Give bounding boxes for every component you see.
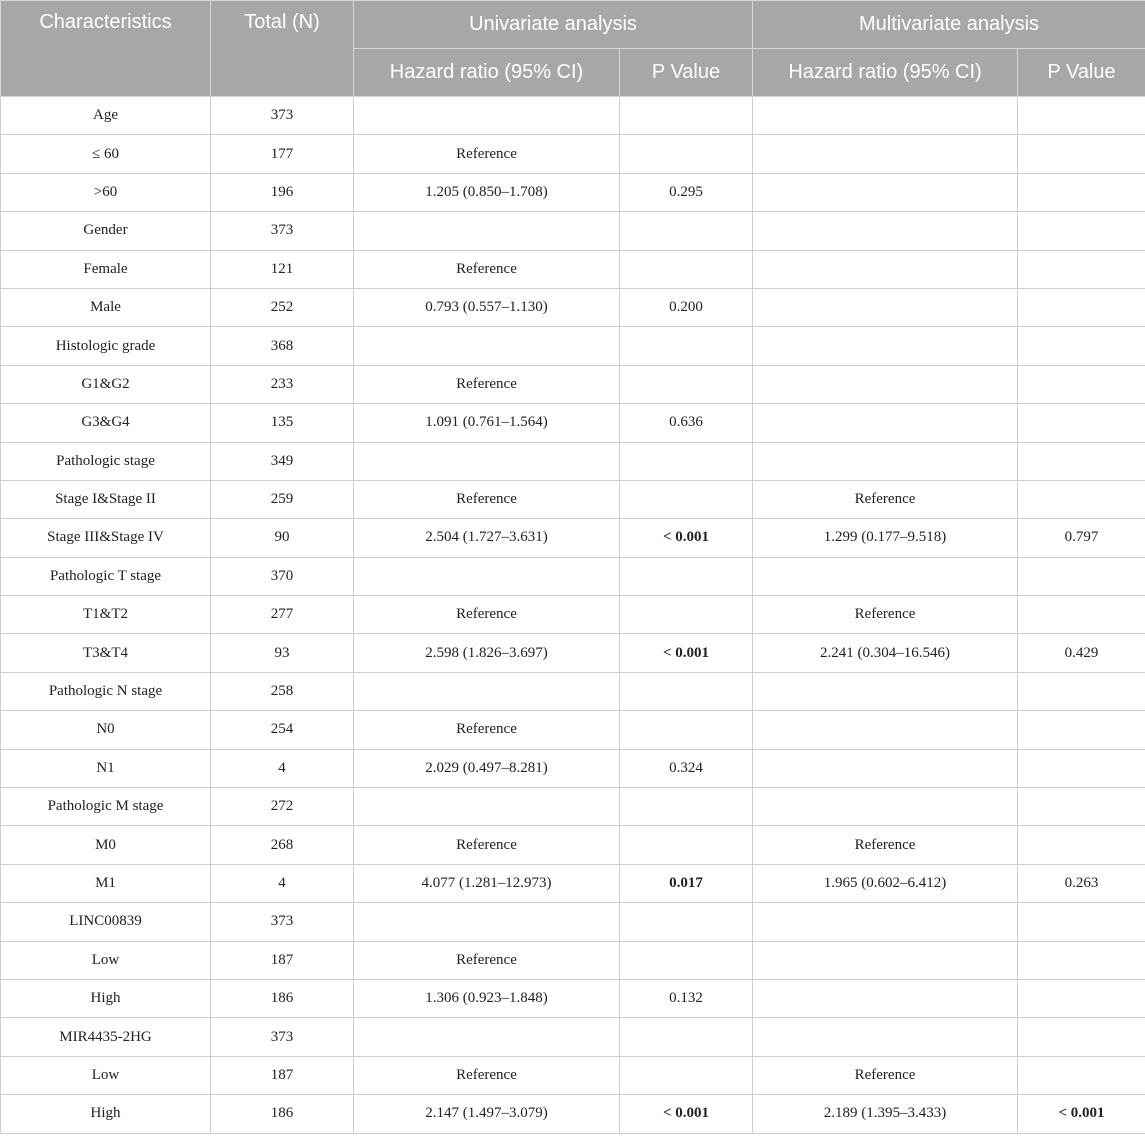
cell-total: 93 [211, 634, 354, 672]
table-row [1, 212, 1145, 250]
cell-total: 196 [211, 173, 354, 211]
cell-p-univariate: 0.200 [620, 288, 753, 326]
cell-total: 135 [211, 404, 354, 442]
cell-hr-univariate: Reference [354, 250, 620, 288]
cell-hr-multivariate [753, 97, 1018, 135]
cell-characteristic: N0 [1, 711, 211, 749]
cell-hr-multivariate [753, 711, 1018, 749]
cell-p-multivariate [1018, 135, 1145, 173]
cell-p-multivariate: 0.263 [1018, 864, 1145, 902]
cell-p-multivariate [1018, 596, 1145, 634]
cell-total: 252 [211, 288, 354, 326]
cell-hr-univariate: Reference [354, 596, 620, 634]
cell-total: 187 [211, 1056, 354, 1094]
cell-p-multivariate [1018, 557, 1145, 595]
table-row [1, 979, 1145, 1017]
cell-characteristic: Pathologic T stage [1, 557, 211, 595]
cell-hr-multivariate: Reference [753, 1056, 1018, 1094]
cell-p-multivariate [1018, 903, 1145, 941]
cell-p-multivariate [1018, 288, 1145, 326]
cell-characteristic: ≤ 60 [1, 135, 211, 173]
cell-hr-multivariate [753, 788, 1018, 826]
cell-p-univariate [620, 1018, 753, 1056]
cell-characteristic: LINC00839 [1, 903, 211, 941]
header-hr-multivariate: Hazard ratio (95% CI) [753, 49, 1018, 97]
cell-p-multivariate [1018, 212, 1145, 250]
cell-hr-univariate [354, 327, 620, 365]
cell-total: 254 [211, 711, 354, 749]
table-row [1, 519, 1145, 557]
cell-p-univariate [620, 365, 753, 403]
cell-p-univariate: < 0.001 [620, 519, 753, 557]
cell-total: 277 [211, 596, 354, 634]
cell-hr-univariate: 2.504 (1.727–3.631) [354, 519, 620, 557]
cell-characteristic: N1 [1, 749, 211, 787]
cell-characteristic: T3&T4 [1, 634, 211, 672]
cell-p-multivariate [1018, 1056, 1145, 1094]
header-hr-univariate: Hazard ratio (95% CI) [354, 49, 620, 97]
cell-p-univariate: 0.636 [620, 404, 753, 442]
cell-hr-univariate: Reference [354, 826, 620, 864]
table-row [1, 864, 1145, 902]
cell-p-multivariate [1018, 97, 1145, 135]
table-row [1, 711, 1145, 749]
cell-characteristic: High [1, 979, 211, 1017]
cell-hr-multivariate [753, 941, 1018, 979]
header-characteristics: Characteristics [1, 1, 211, 97]
cell-p-multivariate [1018, 404, 1145, 442]
cell-hr-multivariate: 1.965 (0.602–6.412) [753, 864, 1018, 902]
cell-total: 121 [211, 250, 354, 288]
table-row [1, 173, 1145, 211]
cell-total: 258 [211, 672, 354, 710]
cell-hr-univariate: 2.147 (1.497–3.079) [354, 1095, 620, 1133]
cell-p-univariate [620, 97, 753, 135]
cell-hr-multivariate [753, 212, 1018, 250]
cell-hr-multivariate: 1.299 (0.177–9.518) [753, 519, 1018, 557]
cell-p-univariate [620, 327, 753, 365]
cell-characteristic: M1 [1, 864, 211, 902]
cell-total: 373 [211, 903, 354, 941]
table-row [1, 1056, 1145, 1094]
cell-hr-multivariate [753, 903, 1018, 941]
cell-hr-multivariate: 2.189 (1.395–3.433) [753, 1095, 1018, 1133]
cell-characteristic: G3&G4 [1, 404, 211, 442]
cell-characteristic: Male [1, 288, 211, 326]
cell-p-univariate [620, 135, 753, 173]
cell-hr-multivariate [753, 1018, 1018, 1056]
cell-hr-univariate [354, 212, 620, 250]
cell-characteristic: Pathologic stage [1, 442, 211, 480]
cell-hr-multivariate [753, 288, 1018, 326]
table-row [1, 903, 1145, 941]
cell-characteristic: Stage I&Stage II [1, 480, 211, 518]
table-row [1, 788, 1145, 826]
cell-total: 90 [211, 519, 354, 557]
cell-p-multivariate [1018, 672, 1145, 710]
cell-characteristic: >60 [1, 173, 211, 211]
cell-characteristic: Histologic grade [1, 327, 211, 365]
cell-total: 373 [211, 97, 354, 135]
cell-p-univariate [620, 711, 753, 749]
header-univariate: Univariate analysis [354, 1, 753, 49]
cell-total: 272 [211, 788, 354, 826]
table-header [1, 1, 1145, 97]
cell-p-univariate: < 0.001 [620, 1095, 753, 1133]
cell-p-multivariate [1018, 173, 1145, 211]
cell-p-univariate [620, 557, 753, 595]
cell-characteristic: Low [1, 1056, 211, 1094]
table-row [1, 365, 1145, 403]
cell-characteristic: MIR4435-2HG [1, 1018, 211, 1056]
cell-total: 259 [211, 480, 354, 518]
table-row [1, 288, 1145, 326]
table-row [1, 250, 1145, 288]
cell-p-multivariate [1018, 250, 1145, 288]
cell-p-multivariate: < 0.001 [1018, 1095, 1145, 1133]
cell-p-univariate [620, 212, 753, 250]
cell-characteristic: Pathologic N stage [1, 672, 211, 710]
cell-hr-multivariate [753, 442, 1018, 480]
cell-p-multivariate: 0.797 [1018, 519, 1145, 557]
cell-hr-multivariate [753, 365, 1018, 403]
cell-characteristic: Low [1, 941, 211, 979]
cell-characteristic: Gender [1, 212, 211, 250]
cell-hr-univariate [354, 557, 620, 595]
table-row [1, 634, 1145, 672]
cell-hr-multivariate [753, 250, 1018, 288]
cell-p-multivariate [1018, 480, 1145, 518]
cell-p-multivariate [1018, 711, 1145, 749]
cell-p-multivariate [1018, 1018, 1145, 1056]
cell-hr-univariate: Reference [354, 941, 620, 979]
cell-hr-univariate: Reference [354, 1056, 620, 1094]
cell-p-multivariate [1018, 941, 1145, 979]
cell-p-multivariate [1018, 327, 1145, 365]
cell-hr-univariate: 1.091 (0.761–1.564) [354, 404, 620, 442]
header-total: Total (N) [211, 1, 354, 97]
cell-p-univariate [620, 826, 753, 864]
table-row [1, 97, 1145, 135]
cell-p-multivariate [1018, 365, 1145, 403]
cell-total: 349 [211, 442, 354, 480]
cell-characteristic: Stage III&Stage IV [1, 519, 211, 557]
cell-p-multivariate [1018, 749, 1145, 787]
cell-p-univariate [620, 788, 753, 826]
cell-characteristic: High [1, 1095, 211, 1133]
cell-p-univariate [620, 250, 753, 288]
header-multivariate: Multivariate analysis [753, 1, 1145, 49]
cell-hr-univariate: Reference [354, 711, 620, 749]
table-row [1, 327, 1145, 365]
cell-p-multivariate: 0.429 [1018, 634, 1145, 672]
cell-hr-multivariate [753, 404, 1018, 442]
cell-p-multivariate [1018, 788, 1145, 826]
cell-p-multivariate [1018, 826, 1145, 864]
header-p-multivariate: P Value [1018, 49, 1145, 97]
cell-characteristic: T1&T2 [1, 596, 211, 634]
cell-p-univariate [620, 442, 753, 480]
cell-total: 186 [211, 1095, 354, 1133]
cell-characteristic: G1&G2 [1, 365, 211, 403]
cell-hr-multivariate [753, 557, 1018, 595]
cell-total: 268 [211, 826, 354, 864]
header-p-univariate: P Value [620, 49, 753, 97]
cell-p-univariate [620, 672, 753, 710]
cell-characteristic: Pathologic M stage [1, 788, 211, 826]
cell-hr-multivariate [753, 979, 1018, 1017]
cell-p-univariate: 0.017 [620, 864, 753, 902]
table-row [1, 596, 1145, 634]
cell-total: 4 [211, 749, 354, 787]
cell-hr-multivariate [753, 672, 1018, 710]
cell-hr-multivariate: Reference [753, 480, 1018, 518]
table-row [1, 480, 1145, 518]
cell-characteristic: Age [1, 97, 211, 135]
cell-p-univariate: 0.324 [620, 749, 753, 787]
cell-hr-univariate: Reference [354, 135, 620, 173]
cell-hr-univariate: 2.598 (1.826–3.697) [354, 634, 620, 672]
cell-p-univariate [620, 941, 753, 979]
cell-hr-univariate [354, 1018, 620, 1056]
cell-hr-univariate: 2.029 (0.497–8.281) [354, 749, 620, 787]
cell-p-univariate: < 0.001 [620, 634, 753, 672]
cell-hr-univariate: 1.205 (0.850–1.708) [354, 173, 620, 211]
table-row [1, 442, 1145, 480]
cell-hr-multivariate: Reference [753, 596, 1018, 634]
cell-hr-univariate: 0.793 (0.557–1.130) [354, 288, 620, 326]
cell-hr-univariate: Reference [354, 365, 620, 403]
cell-p-univariate: 0.132 [620, 979, 753, 1017]
cell-total: 177 [211, 135, 354, 173]
cell-total: 368 [211, 327, 354, 365]
cell-hr-multivariate [753, 327, 1018, 365]
table-row [1, 135, 1145, 173]
cell-total: 373 [211, 212, 354, 250]
cell-p-univariate: 0.295 [620, 173, 753, 211]
table-row [1, 557, 1145, 595]
cell-total: 186 [211, 979, 354, 1017]
cell-hr-multivariate: 2.241 (0.304–16.546) [753, 634, 1018, 672]
table-row [1, 749, 1145, 787]
cell-hr-univariate: 4.077 (1.281–12.973) [354, 864, 620, 902]
table-row [1, 941, 1145, 979]
table-row [1, 404, 1145, 442]
cell-total: 370 [211, 557, 354, 595]
cell-hr-multivariate: Reference [753, 826, 1018, 864]
cell-hr-multivariate [753, 135, 1018, 173]
cell-hr-univariate: Reference [354, 480, 620, 518]
cell-hr-multivariate [753, 173, 1018, 211]
table-row [1, 1095, 1145, 1133]
table-row [1, 672, 1145, 710]
cell-p-univariate [620, 596, 753, 634]
cell-hr-univariate: 1.306 (0.923–1.848) [354, 979, 620, 1017]
table-row [1, 1018, 1145, 1056]
cell-hr-univariate [354, 672, 620, 710]
cell-p-univariate [620, 1056, 753, 1094]
cell-hr-multivariate [753, 749, 1018, 787]
cell-p-univariate [620, 480, 753, 518]
cell-total: 233 [211, 365, 354, 403]
cell-characteristic: M0 [1, 826, 211, 864]
cell-hr-univariate [354, 903, 620, 941]
cell-characteristic: Female [1, 250, 211, 288]
cell-total: 4 [211, 864, 354, 902]
table-body [1, 97, 1145, 1134]
cell-total: 187 [211, 941, 354, 979]
cell-p-univariate [620, 903, 753, 941]
cell-hr-univariate [354, 442, 620, 480]
cell-total: 373 [211, 1018, 354, 1056]
cell-p-multivariate [1018, 442, 1145, 480]
cell-hr-univariate [354, 788, 620, 826]
cell-p-multivariate [1018, 979, 1145, 1017]
cell-hr-univariate [354, 97, 620, 135]
table-row [1, 826, 1145, 864]
